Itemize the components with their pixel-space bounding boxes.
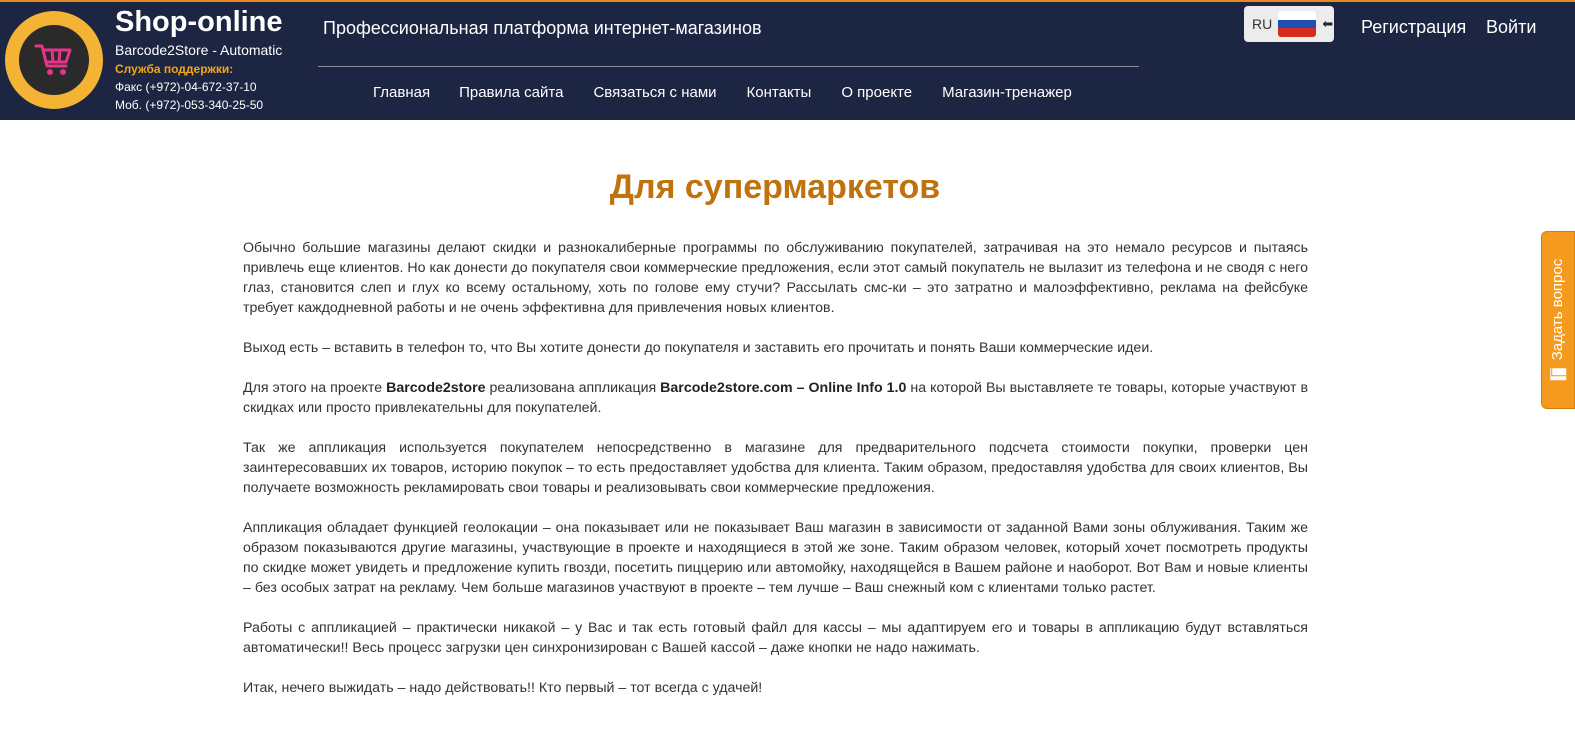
- ask-question-label: Задать вопрос: [1549, 258, 1567, 360]
- project-name: Barcode2store: [386, 380, 486, 396]
- language-selector[interactable]: [1244, 6, 1334, 42]
- logo[interactable]: [5, 11, 103, 109]
- article-body: [243, 238, 1308, 718]
- paragraph: Обычно большие магазины делают скидки и разнокалиберные программы по обслуживанию покупателей, затрачивая на это немало ресурсов и пытаясь привлечь еще клиентов. Но как донести до покупателя свои коммерческие предложения, если этот самый покупатель не вылазит из телефона и не сводя с него глаз, становится слеп и глух ко всему остальному, хоть по голове ему стучи? Рассылать смс-ки – это затратно и малоэффективно, реклама на фейсбуке требует каждодневной работы и не очень эффективна для привлечения новых клиентов.: [243, 240, 1308, 316]
- brand-subtitle: Barcode2Store - Automatic: [115, 42, 283, 58]
- nav-about[interactable]: О проекте: [841, 84, 913, 101]
- app-name: Barcode2store.com – Online Info 1.0: [660, 380, 907, 396]
- login-link[interactable]: Войти: [1486, 17, 1537, 37]
- main-nav: [373, 84, 1072, 101]
- ask-question-tab[interactable]: [1541, 231, 1575, 409]
- nav-contacts[interactable]: Контакты: [746, 84, 812, 101]
- tagline: Профессиональная платформа интернет-магазинов: [323, 18, 762, 38]
- nav-training-shop[interactable]: Магазин-тренажер: [942, 84, 1072, 101]
- paragraph-text: Для этого на проекте: [243, 380, 387, 396]
- russia-flag-icon: [1278, 11, 1316, 37]
- paragraph: Так же аппликация используется покупателем непосредственно в магазине для предварительного подсчета стоимости покупки, проверки цен заинтересовавших их товаров, историю покупок – то есть предоставляет удобства для клиента. Таким образом, предоставляя удобства для своих клиентов, Вы получаете возможность рекламировать свои товары и реализовывать свои коммерческие предложения.: [243, 440, 1308, 496]
- shopping-cart-icon: [19, 25, 89, 95]
- page-title: Для супермаркетов: [609, 168, 941, 206]
- language-code: RU: [1252, 16, 1273, 32]
- nav-contact-us[interactable]: Связаться с нами: [593, 84, 717, 101]
- brand-title[interactable]: Shop-online: [115, 6, 283, 38]
- paragraph: Выход есть – вставить в телефон то, что Вы хотите донести до покупателя и заставить его прочитать и понять Ваши коммерческие идеи.: [243, 340, 1154, 356]
- paragraph: Итак, нечего выжидать – надо действовать!! Кто первый – тот всегда с удачей!: [243, 680, 763, 696]
- paragraph-text: на которой Вы выставляете те товары, которые участвуют в скидках или просто привлекательны для покупателей.: [243, 380, 1309, 416]
- site-header: [0, 0, 1575, 120]
- paragraph-text: реализована аппликация: [485, 380, 661, 396]
- register-link[interactable]: Регистрация: [1361, 17, 1467, 37]
- paragraph: Аппликация обладает функцией геолокации – она показывает или не показывает Ваш магазин в зависимости от заданной Вами зоны облуживания. Таким же образом показываются другие магазины, участвующие в проекте и находящиеся в этой же зоне. Таким образом человек, который хочет посмотреть продукты по скидке может увидеть и предложение купить гвозди, посетить пиццерию или автомойку, находящейся в Вашем районе и наоборот. Вот Вам и новые клиенты – без особых затрат на рекламу. Чем больше магазинов участвуют в проекте – тем лучше – Ваш снежный ком с клиентами только растет.: [243, 520, 1308, 596]
- mobile-number: Моб. (+972)-053-340-25-50: [115, 98, 264, 112]
- nav-divider: [318, 66, 1139, 67]
- paragraph: [243, 378, 1308, 418]
- support-label: Служба поддержки:: [115, 62, 234, 76]
- envelope-icon: [1550, 368, 1566, 380]
- nav-home[interactable]: Главная: [373, 84, 431, 101]
- nav-site-rules[interactable]: Правила сайта: [459, 84, 564, 101]
- fax-number: Факс (+972)-04-672-37-10: [115, 80, 257, 94]
- arrow-left-icon: ⬅: [1322, 16, 1334, 31]
- paragraph: Работы с аппликацией – практически никакой – у Вас и так есть готовый файл для кассы – мы адаптируем его и товары в аппликацию будут вставляться автоматически!! Весь процесс загрузки цен синхронизирован с Вашей кассой – даже кнопки не надо нажимать.: [243, 620, 1308, 656]
